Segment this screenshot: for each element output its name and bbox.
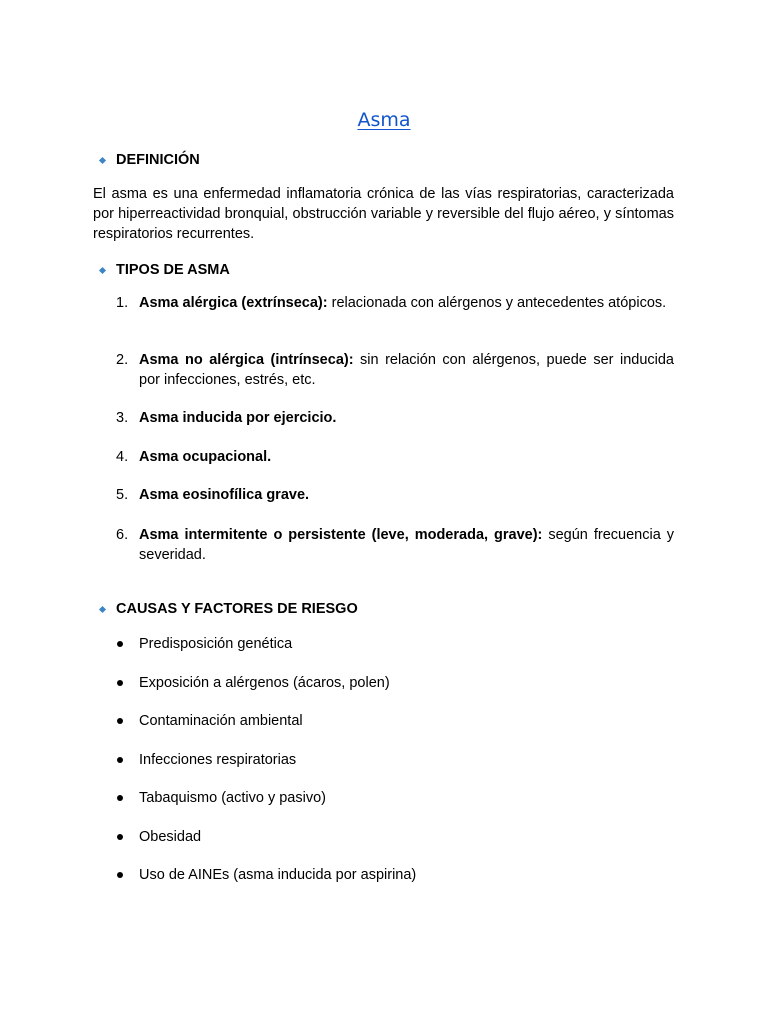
- section-heading-definicion: [98, 150, 200, 170]
- list-item: [116, 486, 674, 506]
- diamond-bullet-icon: [99, 156, 106, 163]
- list-item: [116, 294, 674, 314]
- list-item: [116, 827, 201, 847]
- list-item-text: Exposición a alérgenos (ácaros, polen): [139, 675, 390, 691]
- dot-bullet-icon: [117, 795, 123, 801]
- diamond-bullet-icon: [99, 266, 106, 273]
- diamond-bullet-icon: [99, 605, 106, 612]
- list-item-number: 1.: [116, 295, 129, 311]
- page-title: Asma: [357, 109, 411, 131]
- list-item-text: sin relación con alérgenos, puede ser inducida por infecciones, estrés, etc.: [139, 352, 674, 388]
- section-heading-label: CAUSAS Y FACTORES DE RIESGO: [116, 601, 358, 617]
- section-heading-label: DEFINICIÓN: [116, 152, 200, 168]
- list-item: [116, 711, 303, 731]
- section-heading-tipos: [98, 260, 230, 280]
- dot-bullet-icon: [117, 834, 123, 840]
- dot-bullet-icon: [117, 641, 123, 647]
- list-item-text: Infecciones respiratorias: [139, 752, 297, 768]
- list-item-text: Uso de AINEs (asma inducida por aspirina): [139, 867, 417, 883]
- list-item-bold: Asma alérgica (extrínseca):: [139, 295, 328, 311]
- list-item-bold: Asma eosinofílica grave.: [139, 487, 310, 503]
- list-item-bold: Asma inducida por ejercicio.: [139, 410, 337, 426]
- list-item-bold: Asma no alérgica (intrínseca):: [139, 352, 354, 368]
- definition-paragraph: El asma es una enfermedad inflamatoria crónica de las vías respiratorias, caracterizada por hiperreactividad bronquial, obstrucción variable y reversible del flujo aéreo, y síntomas respiratorios recurrentes.: [93, 186, 674, 242]
- list-item-text: relacionada con alérgenos y antecedentes atópicos.: [327, 295, 667, 311]
- list-item: [116, 634, 292, 654]
- list-item: [116, 409, 674, 429]
- dot-bullet-icon: [117, 757, 123, 763]
- list-item-number: 3.: [116, 410, 129, 426]
- list-item-number: 2.: [116, 352, 129, 368]
- list-item: [116, 351, 674, 390]
- list-item: [116, 750, 296, 770]
- dot-bullet-icon: [117, 872, 123, 878]
- list-item: [116, 788, 326, 808]
- list-item-number: 5.: [116, 487, 129, 503]
- section-heading-causas: [98, 599, 358, 619]
- list-item: [116, 865, 416, 885]
- dot-bullet-icon: [117, 718, 123, 724]
- list-item-number: 6.: [116, 527, 129, 543]
- section-heading-label: TIPOS DE ASMA: [116, 262, 230, 278]
- list-item-text: según frecuencia y severidad.: [139, 527, 674, 563]
- list-item-text: Predisposición genética: [139, 636, 293, 652]
- list-item-text: Tabaquismo (activo y pasivo): [139, 790, 326, 806]
- list-item-bold: Asma ocupacional.: [139, 449, 272, 465]
- list-item: [116, 448, 674, 468]
- list-item-number: 4.: [116, 449, 129, 465]
- list-item-text: Obesidad: [139, 829, 202, 845]
- dot-bullet-icon: [117, 680, 123, 686]
- list-item-text: Contaminación ambiental: [139, 713, 303, 729]
- list-item: [116, 673, 390, 693]
- list-item-bold: Asma intermitente o persistente (leve, moderada, grave):: [139, 527, 543, 543]
- list-item: [116, 526, 674, 565]
